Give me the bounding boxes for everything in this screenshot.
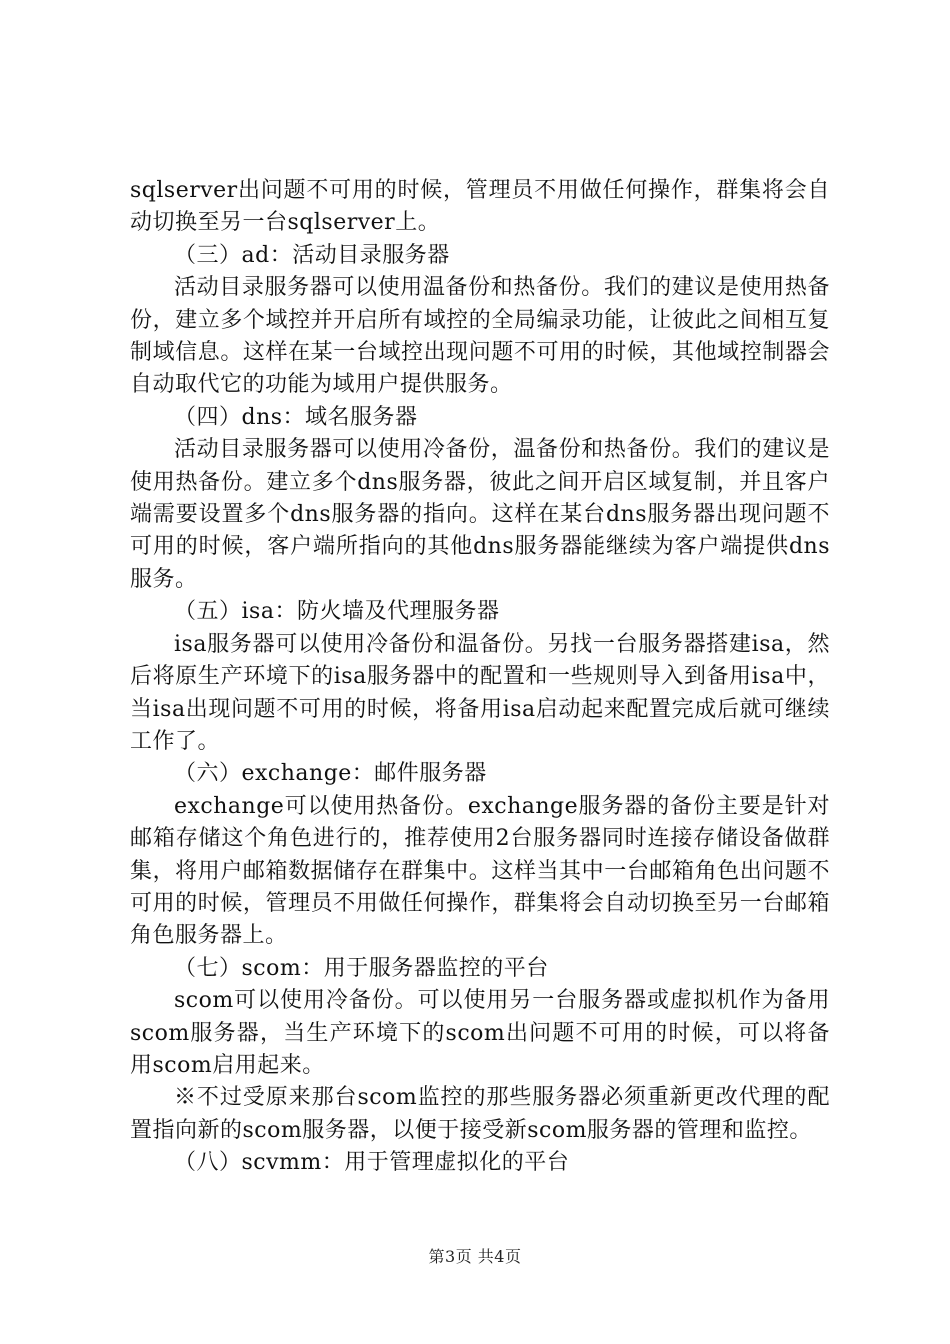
section-heading-exchange: （六）exchange：邮件服务器: [174, 761, 487, 787]
paragraph-scom: scom可以使用冷备份。可以使用另一台服务器或虚拟机作为备用scom服务器，当生产环境下的scom出问题不可用的时候，可以将备用scom启用起来。: [130, 988, 830, 1078]
paragraph-scom-note: ※不过受原来那台scom监控的那些服务器必须重新更改代理的配置指向新的scom服务器，以便于接受新scom服务器的管理和监控。: [130, 1085, 830, 1143]
paragraph-sqlserver-continued: sqlserver出问题不可用的时候，管理员不用做任何操作，群集将会自动切换至另一台sqlserver上。: [130, 178, 830, 236]
section-heading-scvmm: （八）scvmm：用于管理虚拟化的平台: [174, 1150, 570, 1176]
paragraph-exchange: exchange可以使用热备份。exchange服务器的备份主要是针对邮箱存储这个角色进行的，推荐使用2台服务器同时连接存储设备做群集，将用户邮箱数据储存在群集中。这样当其中一台邮箱角色出问题不可用的时候，管理员不用做任何操作，群集将会自动切换至另一台邮箱角色服务器上。: [130, 793, 830, 949]
paragraph-ad: 活动目录服务器可以使用温备份和热备份。我们的建议是使用热备份，建立多个域控并开启所有域控的全局编录功能，让彼此之间相互复制域信息。这样在某一台域控出现问题不可用的时候，其他域控制器会自动取代它的功能为域用户提供服务。: [130, 275, 830, 398]
section-heading-scom: （七）scom：用于服务器监控的平台: [174, 955, 549, 981]
section-heading-isa: （五）isa：防火墙及代理服务器: [174, 599, 500, 625]
document-body: [130, 175, 830, 1180]
page-number-footer: 第3页 共4页: [428, 1247, 522, 1266]
paragraph-isa: isa服务器可以使用冷备份和温备份。另找一台服务器搭建isa，然后将原生产环境下的isa服务器中的配置和一些规则导入到备用isa中，当isa出现问题不可用的时候，将备用isa启动起来配置完成后就可继续工作了。: [130, 631, 830, 754]
paragraph-dns: 活动目录服务器可以使用冷备份，温备份和热备份。我们的建议是使用热备份。建立多个dns服务器，彼此之间开启区域复制，并且客户端需要设置多个dns服务器的指向。这样在某台dns服务器出现问题不可用的时候，客户端所指向的其他dns服务器能继续为客户端提供dns服务。: [130, 437, 830, 592]
section-heading-dns: （四）dns：域名服务器: [174, 404, 418, 430]
section-heading-ad: （三）ad：活动目录服务器: [174, 242, 450, 268]
